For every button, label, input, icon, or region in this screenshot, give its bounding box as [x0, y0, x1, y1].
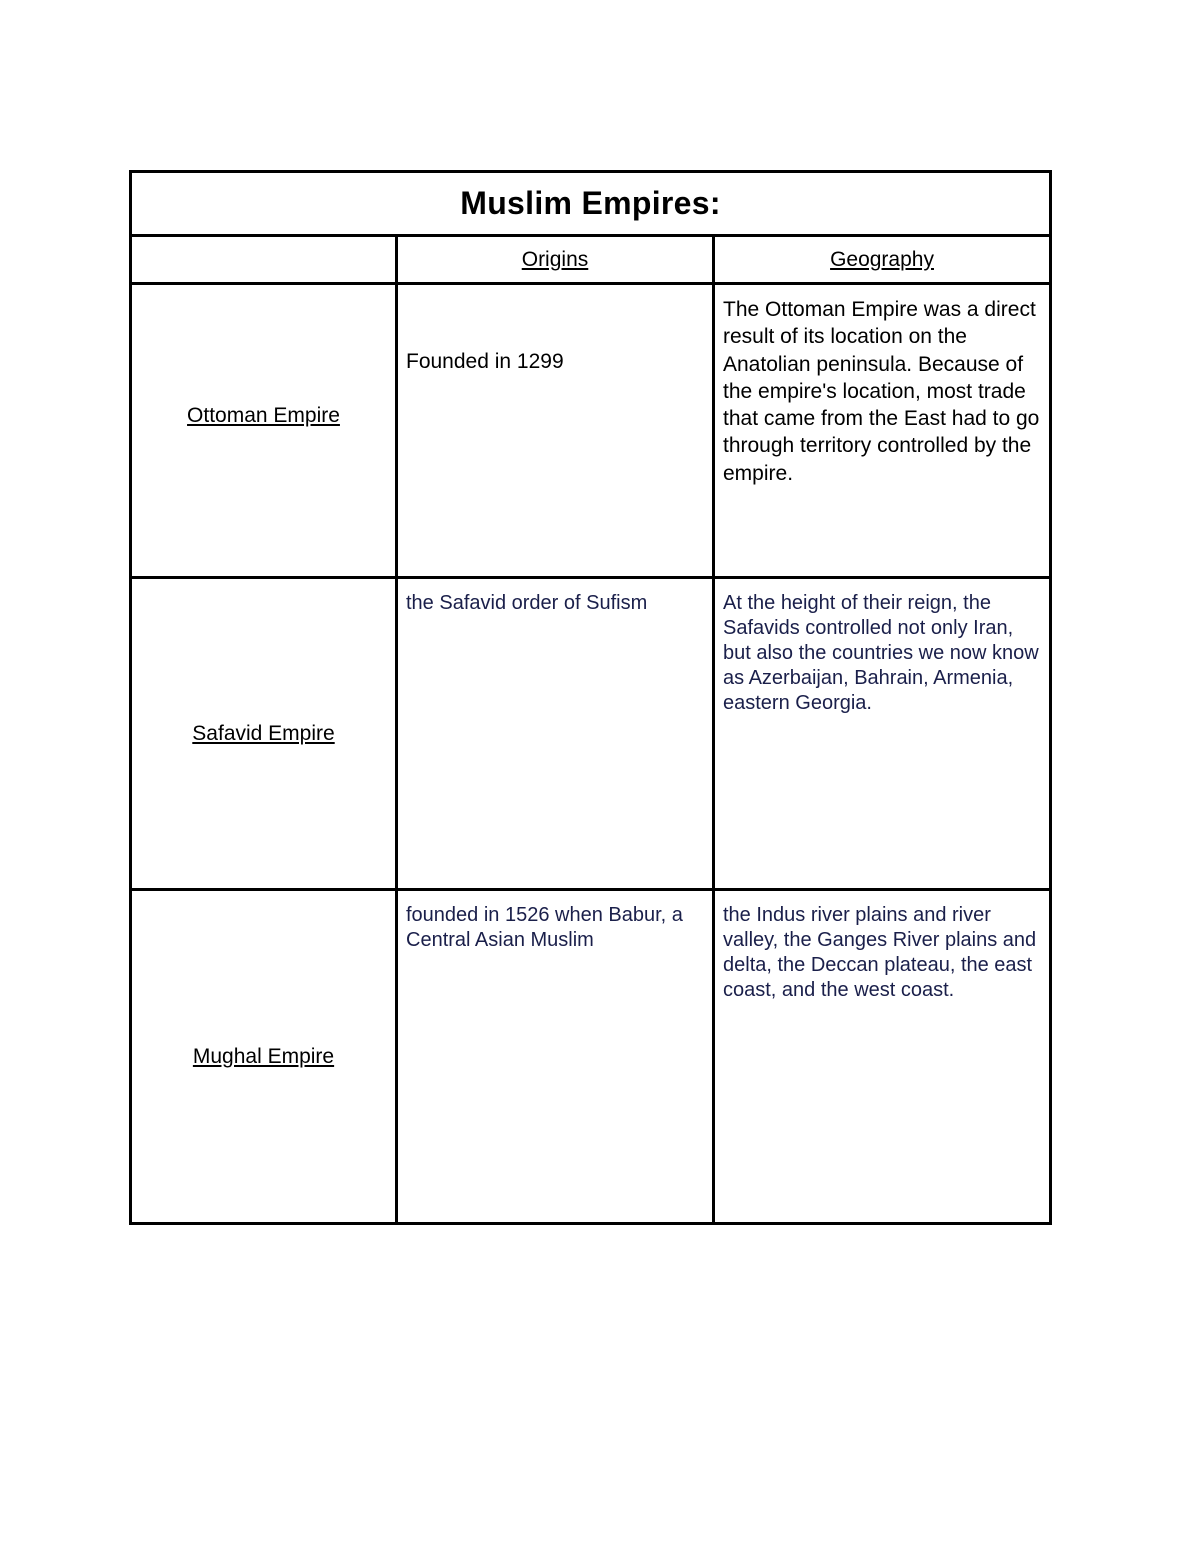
geography-cell-ottoman: The Ottoman Empire was a direct result of its location on the Anatolian peninsula. Because of the empire's location, most trade that came from the East had to go through territory controlled by the empire.	[714, 284, 1051, 578]
origins-cell-mughal: founded in 1526 when Babur, a Central Asian Muslim	[397, 890, 714, 1224]
origins-cell-ottoman: Founded in 1299	[397, 284, 714, 578]
muslim-empires-table	[129, 170, 1052, 1225]
table-title: Muslim Empires:	[131, 172, 1051, 236]
header-blank-cell	[131, 236, 397, 284]
table-row-safavid	[131, 578, 1051, 890]
table-header-row	[131, 236, 1051, 284]
geography-cell-safavid: At the height of their reign, the Safavids controlled not only Iran, but also the countries we now know as Azerbaijan, Bahrain, Armenia, eastern Georgia.	[714, 578, 1051, 890]
empire-name-mughal: Mughal Empire	[131, 890, 397, 1224]
geography-cell-mughal: the Indus river plains and river valley, the Ganges River plains and delta, the Deccan plateau, the east coast, and the west coast.	[714, 890, 1051, 1224]
table-row-ottoman	[131, 284, 1051, 578]
table-title-row	[131, 172, 1051, 236]
header-geography: Geography	[714, 236, 1051, 284]
origins-cell-safavid: the Safavid order of Sufism	[397, 578, 714, 890]
header-origins: Origins	[397, 236, 714, 284]
table-row-mughal	[131, 890, 1051, 1224]
empire-name-ottoman: Ottoman Empire	[131, 284, 397, 578]
empire-name-safavid: Safavid Empire	[131, 578, 397, 890]
